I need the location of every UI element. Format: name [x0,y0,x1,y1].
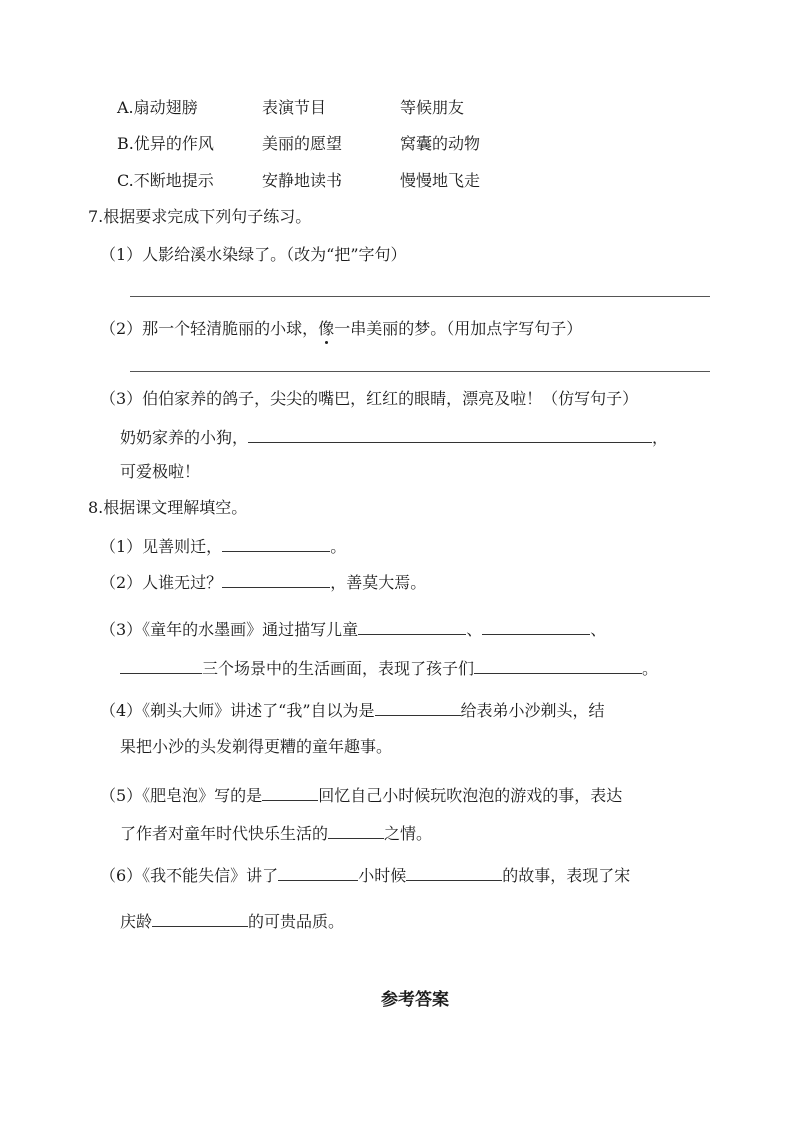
q8-item4-blank[interactable] [375,699,461,716]
q8-item5-text-b: 回忆自己小时候玩吹泡泡的游戏的事，表达 [318,786,623,805]
q7-item2-text-b: 一串美丽的梦。（用加点字写句子） [334,319,583,338]
q8-item1-text: （1）见善则迁， [100,537,223,556]
q8-item6-blank2[interactable] [406,864,502,881]
q8-item5-text-c: 了作者对童年时代快乐生活的 [120,824,329,843]
q8-item3-blank2[interactable] [482,618,590,635]
option-b-col2: 美丽的愿望 [262,134,343,153]
option-a-col1: A.扇动翅膀 [117,98,198,117]
q8-item1 [100,535,346,557]
q8-item4-text-b: 给表弟小沙剃头，结 [460,701,605,720]
q8-item6-text-e: 的可贵品质。 [248,912,345,931]
q7-item2-text-a: （2）那一个轻清脆丽的小球， [100,319,319,338]
option-b-col1: B.优异的作风 [117,134,214,153]
q8-title: 8.根据课文理解填空。 [88,498,248,517]
q8-item5-text: （5）《肥皂泡》写的是 [100,786,263,805]
option-c-col3: 慢慢地飞走 [400,171,481,190]
q8-item3-end: 。 [642,659,659,678]
q8-item3-blank1[interactable] [358,618,466,635]
q7-item3: （3）伯伯家养的鸽子，尖尖的嘴巴，红红的眼睛，漂亮及啦！（仿写句子） [100,389,639,408]
q8-item6-text: （6）《我不能失信》讲了 [100,866,279,885]
q8-item5-line2 [120,822,432,844]
option-a-col2: 表演节目 [262,98,327,117]
q8-item6-text-b: 小时候 [358,866,407,885]
q8-item2-blank[interactable] [222,571,330,588]
q8-item1-blank[interactable] [222,535,330,552]
q8-item6-text-d: 庆龄 [120,912,153,931]
option-b-col3: 窝囊的动物 [400,134,481,153]
q8-item5-line1 [100,784,622,806]
q8-item3-text: （3）《童年的水墨画》通过描写儿童 [100,620,359,639]
q8-item1-end: 。 [330,537,347,556]
q7-item3-blank[interactable] [248,426,652,443]
q8-item5-text-d: 之情。 [384,824,433,843]
answers-heading: 参考答案 [381,990,449,1010]
q8-item3-line2 [120,657,658,679]
q7-item3-prefix: 奶奶家养的小狗， [120,428,249,447]
q8-item3-sep2: 、 [590,620,607,639]
q8-item3-blank3[interactable] [120,657,202,674]
option-a-col3: 等候朋友 [400,98,465,117]
q7-title: 7.根据要求完成下列句子练习。 [88,207,312,226]
q7-item2-dotted-char: 像 [318,319,335,338]
q8-item3-blank4[interactable] [474,657,642,674]
q8-item6-blank1[interactable] [278,864,358,881]
q8-item6-line1 [100,864,630,886]
q8-item3-line1 [100,618,606,640]
q8-item6-line2 [120,910,344,932]
q8-item3-sep1: 、 [466,620,483,639]
q8-item4-text: （4）《剃头大师》讲述了“我”自以为是 [100,701,375,720]
q8-item5-blank1[interactable] [262,784,318,801]
q7-item3-comma: ， [652,428,669,447]
q7-item1: （1）人影给溪水染绿了。（改为“把”字句） [100,245,407,264]
q7-item3-fill [120,426,668,448]
q8-item3-text-b: 三个场景中的生活画面，表现了孩子们 [202,659,475,678]
q8-item2 [100,571,426,593]
option-c-col2: 安静地读书 [262,171,343,190]
q8-item6-text-c: 的故事，表现了宋 [502,866,631,885]
option-c-col1: C.不断地提示 [117,171,214,190]
q8-item2-text: （2）人谁无过？ [100,573,223,592]
q8-item6-blank3[interactable] [152,910,248,927]
q8-item2-end: ，善莫大焉。 [330,573,427,592]
q8-item5-blank2[interactable] [328,822,384,839]
q7-item3-suffix: 可爱极啦！ [120,462,201,481]
q7-item2-answer-line[interactable] [130,371,710,372]
q7-item1-answer-line[interactable] [130,296,710,297]
q8-item4-line2: 果把小沙的头发剃得更糟的童年趣事。 [120,737,393,756]
q8-item4-line1 [100,699,605,721]
q7-item2 [100,319,582,339]
